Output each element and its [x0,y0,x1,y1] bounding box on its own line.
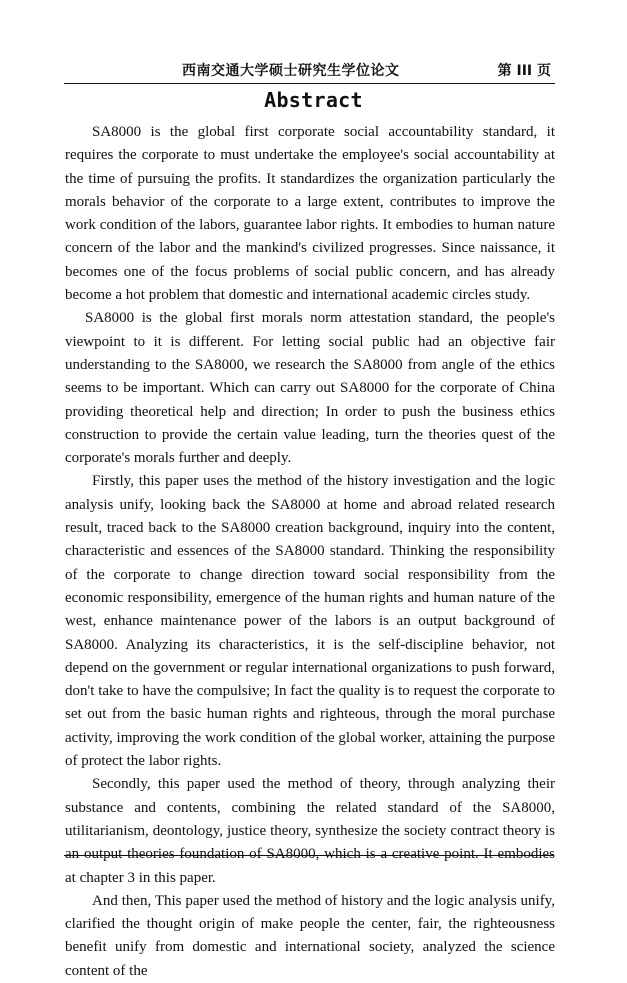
abstract-paragraph: And then, This paper used the method of history and the logic analysis unify, clarified the thought origin of make people the center, fair, the righteousness benefit unify from domestic and international society, analyzed the science content of the [65,892,555,979]
page-number: 第 III 页 [497,63,551,79]
abstract-body [65,121,555,983]
abstract-heading: Abstract [264,88,363,112]
abstract-paragraph: Firstly, this paper uses the method of the history investigation and the logic analysis unify, looking back the SA8000 at home and abroad related research result, traced back to the SA8000 creation background, inquiry into the content, characteristic and essences of the SA8000 standard. Thinking the responsibility of the corporate to change direction toward social responsibility from the economic responsibility, emergence of the human rights and human nature of the west, enhance maintenance power of the labors is an output background of SA8000. Analyzing its characteristics, it is the self-discipline behavior, not depend on the government or regular international organizations to push forward, don't take to have the compulsive; In fact the quality is to request the corporate to set out from the basic human rights and righteous, through the moral purchase activity, improving the work condition of the global worker, attaining the purpose of protect the labor rights. [65,473,555,770]
footer-divider [64,855,554,856]
thesis-header-title: 西南交通大学硕士研究生学位论文 [182,63,400,79]
abstract-paragraph: SA8000 is the global first morals norm attestation standard, the people's viewpoint to it is different. For letting social public had an objective fair understanding to the SA8000, we research the SA8000 from angle of the ethics seems to be important. Which can carry out SA8000 for the corporate of China providing theoretical help and direction; In order to push the business ethics construction to provide the certain value leading, turn the theories quest of the corporate's morals further and deeply. [65,310,555,467]
abstract-paragraph: Secondly, this paper used the method of theory, through analyzing their substance and contents, combining the related standard of the SA8000, utilitarianism, deontology, justice theory, synthesize the society contract theory is an output theories foundation of SA8000, which is a creative point. It embodies at chapter 3 in this paper. [65,776,555,886]
abstract-paragraph: SA8000 is the global first corporate social accountability standard, it requires the corporate to must undertake the employee's social accountability at the time of pursuing the profits. It standardizes the organization particularly the morals behavior of the corporate to a large extent, contributes to improve the work condition of the labors, guarantee labor rights. It embodies to human nature concern of the labor and the mankind's civilized progresses. Since naissance, it becomes one of the focus problems of social public concern, and has already become a hot problem that domestic and international academic circles study. [65,124,555,304]
running-header [64,58,555,80]
header-divider [64,83,555,84]
